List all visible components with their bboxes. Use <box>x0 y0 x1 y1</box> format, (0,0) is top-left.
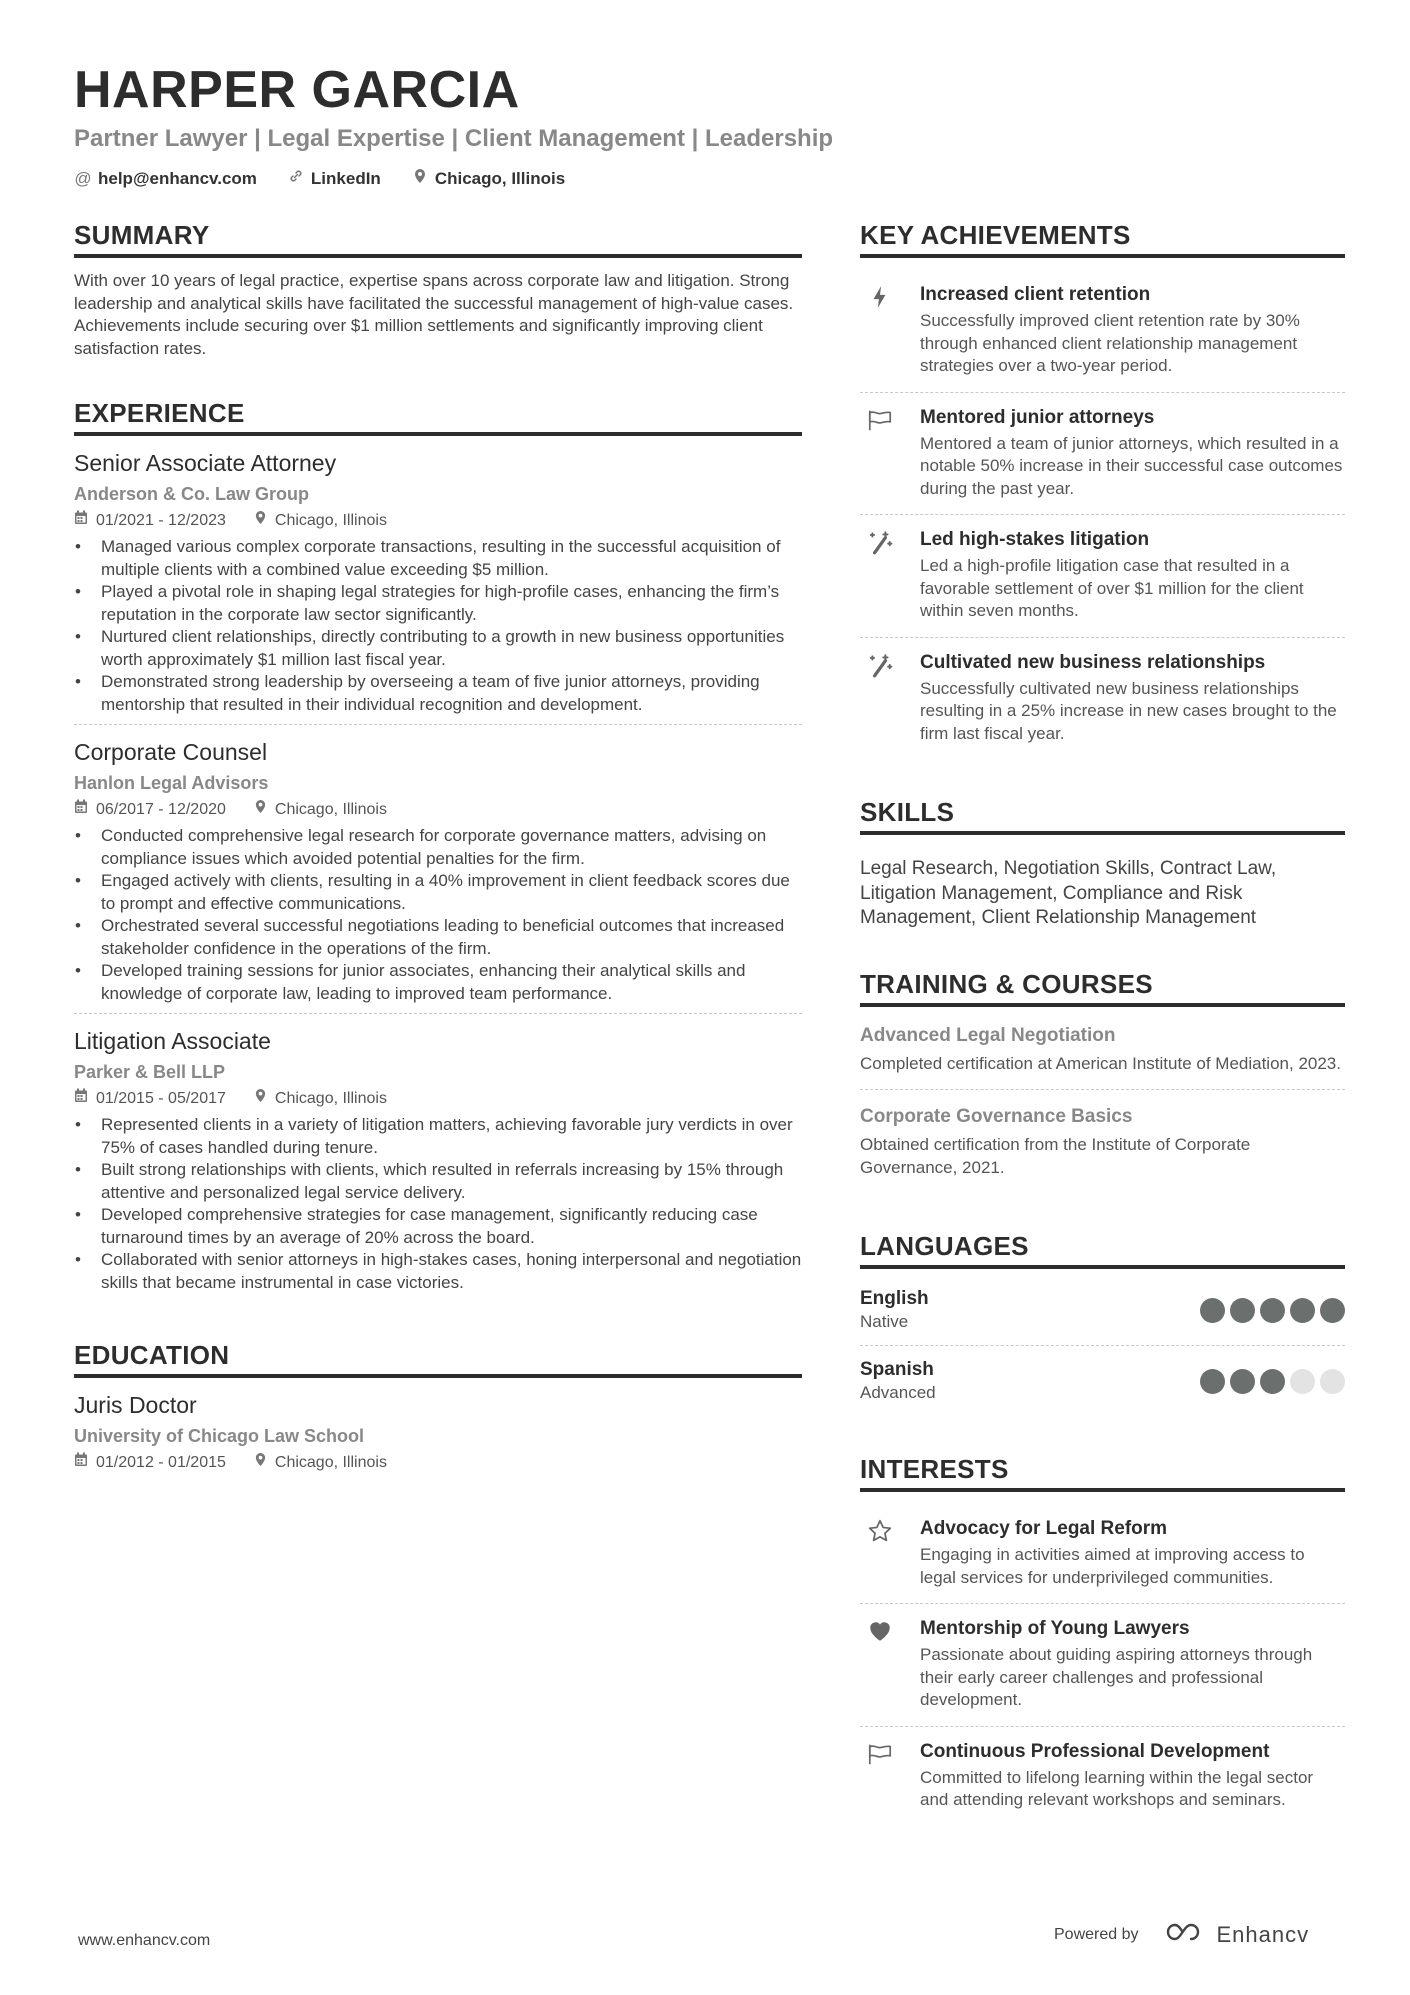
magic-wand-icon <box>860 650 900 746</box>
job-dates-text: 01/2015 - 05/2017 <box>96 1090 226 1107</box>
job-dates-text: 06/2017 - 12/2020 <box>96 801 226 818</box>
job-bullet: • Represented clients in a variety of litigation matters, achieving favorable jury verdicts in over 75% of cases handled during tenure. <box>74 1114 802 1159</box>
achievement-desc: Successfully improved client retention rate by 30% through enhanced client relationship management strategies over a two-year period. <box>920 311 1300 375</box>
job-bullet: • Collaborated with senior attorneys in high-stakes cases, honing interpersonal and negotiation skills that became instrumental in case victories. <box>74 1249 802 1294</box>
job-location <box>254 799 387 821</box>
language-level: Native <box>860 1312 909 1331</box>
company-name: Hanlon Legal Advisors <box>74 773 269 793</box>
company-name: Anderson & Co. Law Group <box>74 484 310 504</box>
flag-icon <box>860 1739 900 1812</box>
rating-dot-filled <box>1260 1369 1285 1394</box>
interest-title: Advocacy for Legal Reform <box>920 1518 1168 1539</box>
lightning-icon <box>860 282 900 378</box>
footer-website[interactable]: www.enhancv.com <box>78 1932 211 1949</box>
summary-heading: SUMMARY <box>74 218 802 258</box>
achievement-desc: Led a high-profile litigation case that resulted in a favorable settlement of over $1 million for the client within seven months. <box>920 556 1304 620</box>
job-location-text: Chicago, Illinois <box>274 512 387 529</box>
achievement-desc: Mentored a team of junior attorneys, which resulted in a notable 50% increase in their successful case outcomes during the past year. <box>920 433 1343 498</box>
contact-location-text: Chicago, Illinois <box>434 168 566 188</box>
contact-bar <box>74 168 1334 189</box>
job-location <box>254 510 387 532</box>
degree-title: Juris Doctor <box>74 1392 197 1418</box>
job-bullet: • Developed comprehensive strategies for case management, significantly reducing case turnaround times by an average of 20% across the board. <box>74 1204 802 1249</box>
language-item <box>860 1345 1345 1416</box>
achievement-desc: Successfully cultivated new business relationships resulting in a 25% increase in new cases brought to the firm last fiscal year. <box>920 678 1337 743</box>
interests-heading: INTERESTS <box>860 1452 1345 1492</box>
course-item <box>860 1019 1345 1090</box>
job-bullet: • Engaged actively with clients, resulting in a 40% improvement in client feedback scores due to prompt and effective communications. <box>74 870 802 915</box>
brand-name: Enhancv <box>1216 1922 1310 1947</box>
course-title: Advanced Legal Negotiation <box>860 1024 1116 1046</box>
achievement-item <box>860 514 1345 637</box>
job-meta <box>74 1088 802 1110</box>
language-name: English <box>860 1288 929 1309</box>
achievement-item <box>860 637 1345 760</box>
candidate-headline: Partner Lawyer | Legal Expertise | Client Management | Leadership <box>74 125 834 152</box>
calendar-icon <box>74 1452 88 1474</box>
education-dates <box>74 1452 226 1474</box>
contact-linkedin[interactable] <box>287 168 381 189</box>
rating-dot-filled <box>1320 1298 1345 1323</box>
right-column <box>860 218 1345 1862</box>
job-meta <box>74 799 802 821</box>
rating-dot-empty <box>1290 1369 1315 1394</box>
flag-icon <box>860 405 900 501</box>
job-bullet: • Orchestrated several successful negotiations leading to beneficial outcomes that increased stakeholder confidence in the operations of the firm. <box>74 915 802 960</box>
resume-header <box>74 60 1334 189</box>
contact-location <box>411 168 565 189</box>
location-pin-icon <box>254 510 267 532</box>
location-pin-icon <box>254 1088 267 1110</box>
achievement-item <box>860 392 1345 515</box>
footer-branding <box>1054 1920 1309 1950</box>
interest-desc: Committed to lifelong learning within the legal sector and attending relevant workshops and seminars. <box>920 1767 1314 1809</box>
location-pin-icon <box>254 799 267 821</box>
language-level: Advanced <box>860 1383 936 1402</box>
summary-text: With over 10 years of legal practice, expertise spans across corporate law and litigation. Strong leadership and analytical skills have facilitated the successful management of high-value cases. Achievements include securing over $1 million settlements and significantly improving client satisfaction rates. <box>74 271 794 358</box>
education-section <box>74 1338 802 1474</box>
job-location-text: Chicago, Illinois <box>274 1090 387 1107</box>
language-rating <box>1200 1298 1345 1323</box>
left-column <box>74 218 802 1510</box>
interest-title: Mentorship of Young Lawyers <box>920 1618 1190 1639</box>
experience-heading: EXPERIENCE <box>74 396 802 436</box>
skills-text: Legal Research, Negotiation Skills, Contract Law, Litigation Management, Compliance and Risk Management, Client Relationship Management <box>860 858 1277 928</box>
experience-section <box>74 396 802 1302</box>
job-bullet: • Managed various complex corporate transactions, resulting in the successful acquisition of multiple clients with a combined value exceeding $5 million. <box>74 536 802 581</box>
job-entry <box>74 1013 802 1302</box>
company-name: Parker & Bell LLP <box>74 1062 226 1082</box>
job-bullets <box>74 1114 802 1294</box>
rating-dot-filled <box>1230 1298 1255 1323</box>
rating-dot-filled <box>1200 1369 1225 1394</box>
interest-item <box>860 1504 1345 1603</box>
languages-section <box>860 1229 1345 1416</box>
achievement-title: Increased client retention <box>920 284 1151 305</box>
brand-logo[interactable] <box>1163 1920 1310 1950</box>
education-location-text: Chicago, Illinois <box>274 1454 387 1471</box>
interest-item <box>860 1603 1345 1726</box>
course-desc: Obtained certification from the Institute of Corporate Governance, 2021. <box>860 1135 1251 1177</box>
job-entry <box>74 448 802 724</box>
job-title: Corporate Counsel <box>74 739 268 765</box>
infinity-logo-icon <box>1163 1920 1209 1950</box>
job-location <box>254 1088 387 1110</box>
job-bullet: • Nurtured client relationships, directly contributing to a growth in new business opportunities worth approximately $1 million last fiscal year. <box>74 626 802 671</box>
achievement-title: Mentored junior attorneys <box>920 406 1155 428</box>
achievement-title: Led high-stakes litigation <box>920 529 1150 550</box>
job-bullet: • Played a pivotal role in shaping legal strategies for high-profile cases, enhancing the firm’s reputation in the corporate law sector significantly. <box>74 581 802 626</box>
job-entry <box>74 724 802 1013</box>
rating-dot-empty <box>1320 1369 1345 1394</box>
summary-section <box>74 218 802 360</box>
education-meta <box>74 1452 802 1474</box>
language-rating <box>1200 1369 1345 1394</box>
job-bullet: • Developed training sessions for junior associates, enhancing their analytical skills and knowledge of corporate law, leading to improved team performance. <box>74 960 802 1005</box>
calendar-icon <box>74 799 88 821</box>
course-item <box>860 1089 1345 1193</box>
interest-desc: Engaging in activities aimed at improving access to legal services for underprivileged communities. <box>920 1545 1305 1587</box>
training-section <box>860 967 1345 1194</box>
education-location <box>254 1452 387 1474</box>
contact-email-text: help@enhancv.com <box>98 168 257 188</box>
rating-dot-filled <box>1260 1298 1285 1323</box>
contact-linkedin-text: LinkedIn <box>310 168 381 188</box>
education-heading: EDUCATION <box>74 1338 802 1378</box>
calendar-icon <box>74 1088 88 1110</box>
job-bullets <box>74 825 802 1005</box>
rating-dot-filled <box>1230 1369 1255 1394</box>
education-dates-text: 01/2012 - 01/2015 <box>96 1454 226 1471</box>
languages-heading: LANGUAGES <box>860 1229 1345 1269</box>
course-desc: Completed certification at American Institute of Mediation, 2023. <box>860 1053 1341 1073</box>
interest-item <box>860 1726 1345 1826</box>
calendar-icon <box>74 510 88 532</box>
location-pin-icon <box>254 1452 267 1474</box>
job-bullet: • Demonstrated strong leadership by overseeing a team of five junior attorneys, providing mentorship that resulted in their individual recognition and development. <box>74 671 802 716</box>
powered-by-label: Powered by <box>1054 1926 1139 1943</box>
achievements-heading: KEY ACHIEVEMENTS <box>860 218 1345 258</box>
job-bullet: • Conducted comprehensive legal research for corporate governance matters, advising on compliance issues which avoided potential penalties for the firm. <box>74 825 802 870</box>
job-location-text: Chicago, Illinois <box>274 801 387 818</box>
rating-dot-filled <box>1290 1298 1315 1323</box>
language-item <box>860 1281 1345 1345</box>
job-meta <box>74 510 802 532</box>
course-title: Corporate Governance Basics <box>860 1106 1133 1127</box>
job-title: Senior Associate Attorney <box>74 450 337 476</box>
rating-dot-filled <box>1200 1298 1225 1323</box>
achievement-item <box>860 270 1345 392</box>
magic-wand-icon <box>860 527 900 623</box>
star-icon <box>860 1516 900 1589</box>
achievements-section <box>860 218 1345 759</box>
school-name: University of Chicago Law School <box>74 1426 365 1446</box>
interest-title: Continuous Professional Development <box>920 1740 1270 1762</box>
language-name: Spanish <box>860 1359 934 1380</box>
job-dates <box>74 799 226 821</box>
job-dates-text: 01/2021 - 12/2023 <box>96 512 226 529</box>
job-title: Litigation Associate <box>74 1028 271 1054</box>
job-bullet: • Built strong relationships with clients, which resulted in referrals increasing by 15% through attentive and personalized legal service delivery. <box>74 1159 802 1204</box>
job-dates <box>74 1088 226 1110</box>
interests-section <box>860 1452 1345 1826</box>
link-icon <box>287 168 305 189</box>
skills-section <box>860 795 1345 931</box>
job-dates <box>74 510 226 532</box>
at-sign-icon: @ <box>74 168 92 188</box>
job-bullets <box>74 536 802 716</box>
location-pin-icon <box>411 168 429 189</box>
achievement-title: Cultivated new business relationships <box>920 651 1266 673</box>
heart-icon <box>860 1616 900 1712</box>
skills-heading: SKILLS <box>860 795 1345 835</box>
interest-desc: Passionate about guiding aspiring attorneys through their early career challenges and professional development. <box>920 1645 1313 1709</box>
candidate-name: HARPER GARCIA <box>74 61 520 119</box>
training-heading: TRAINING & COURSES <box>860 967 1345 1007</box>
contact-email[interactable] <box>74 168 257 189</box>
